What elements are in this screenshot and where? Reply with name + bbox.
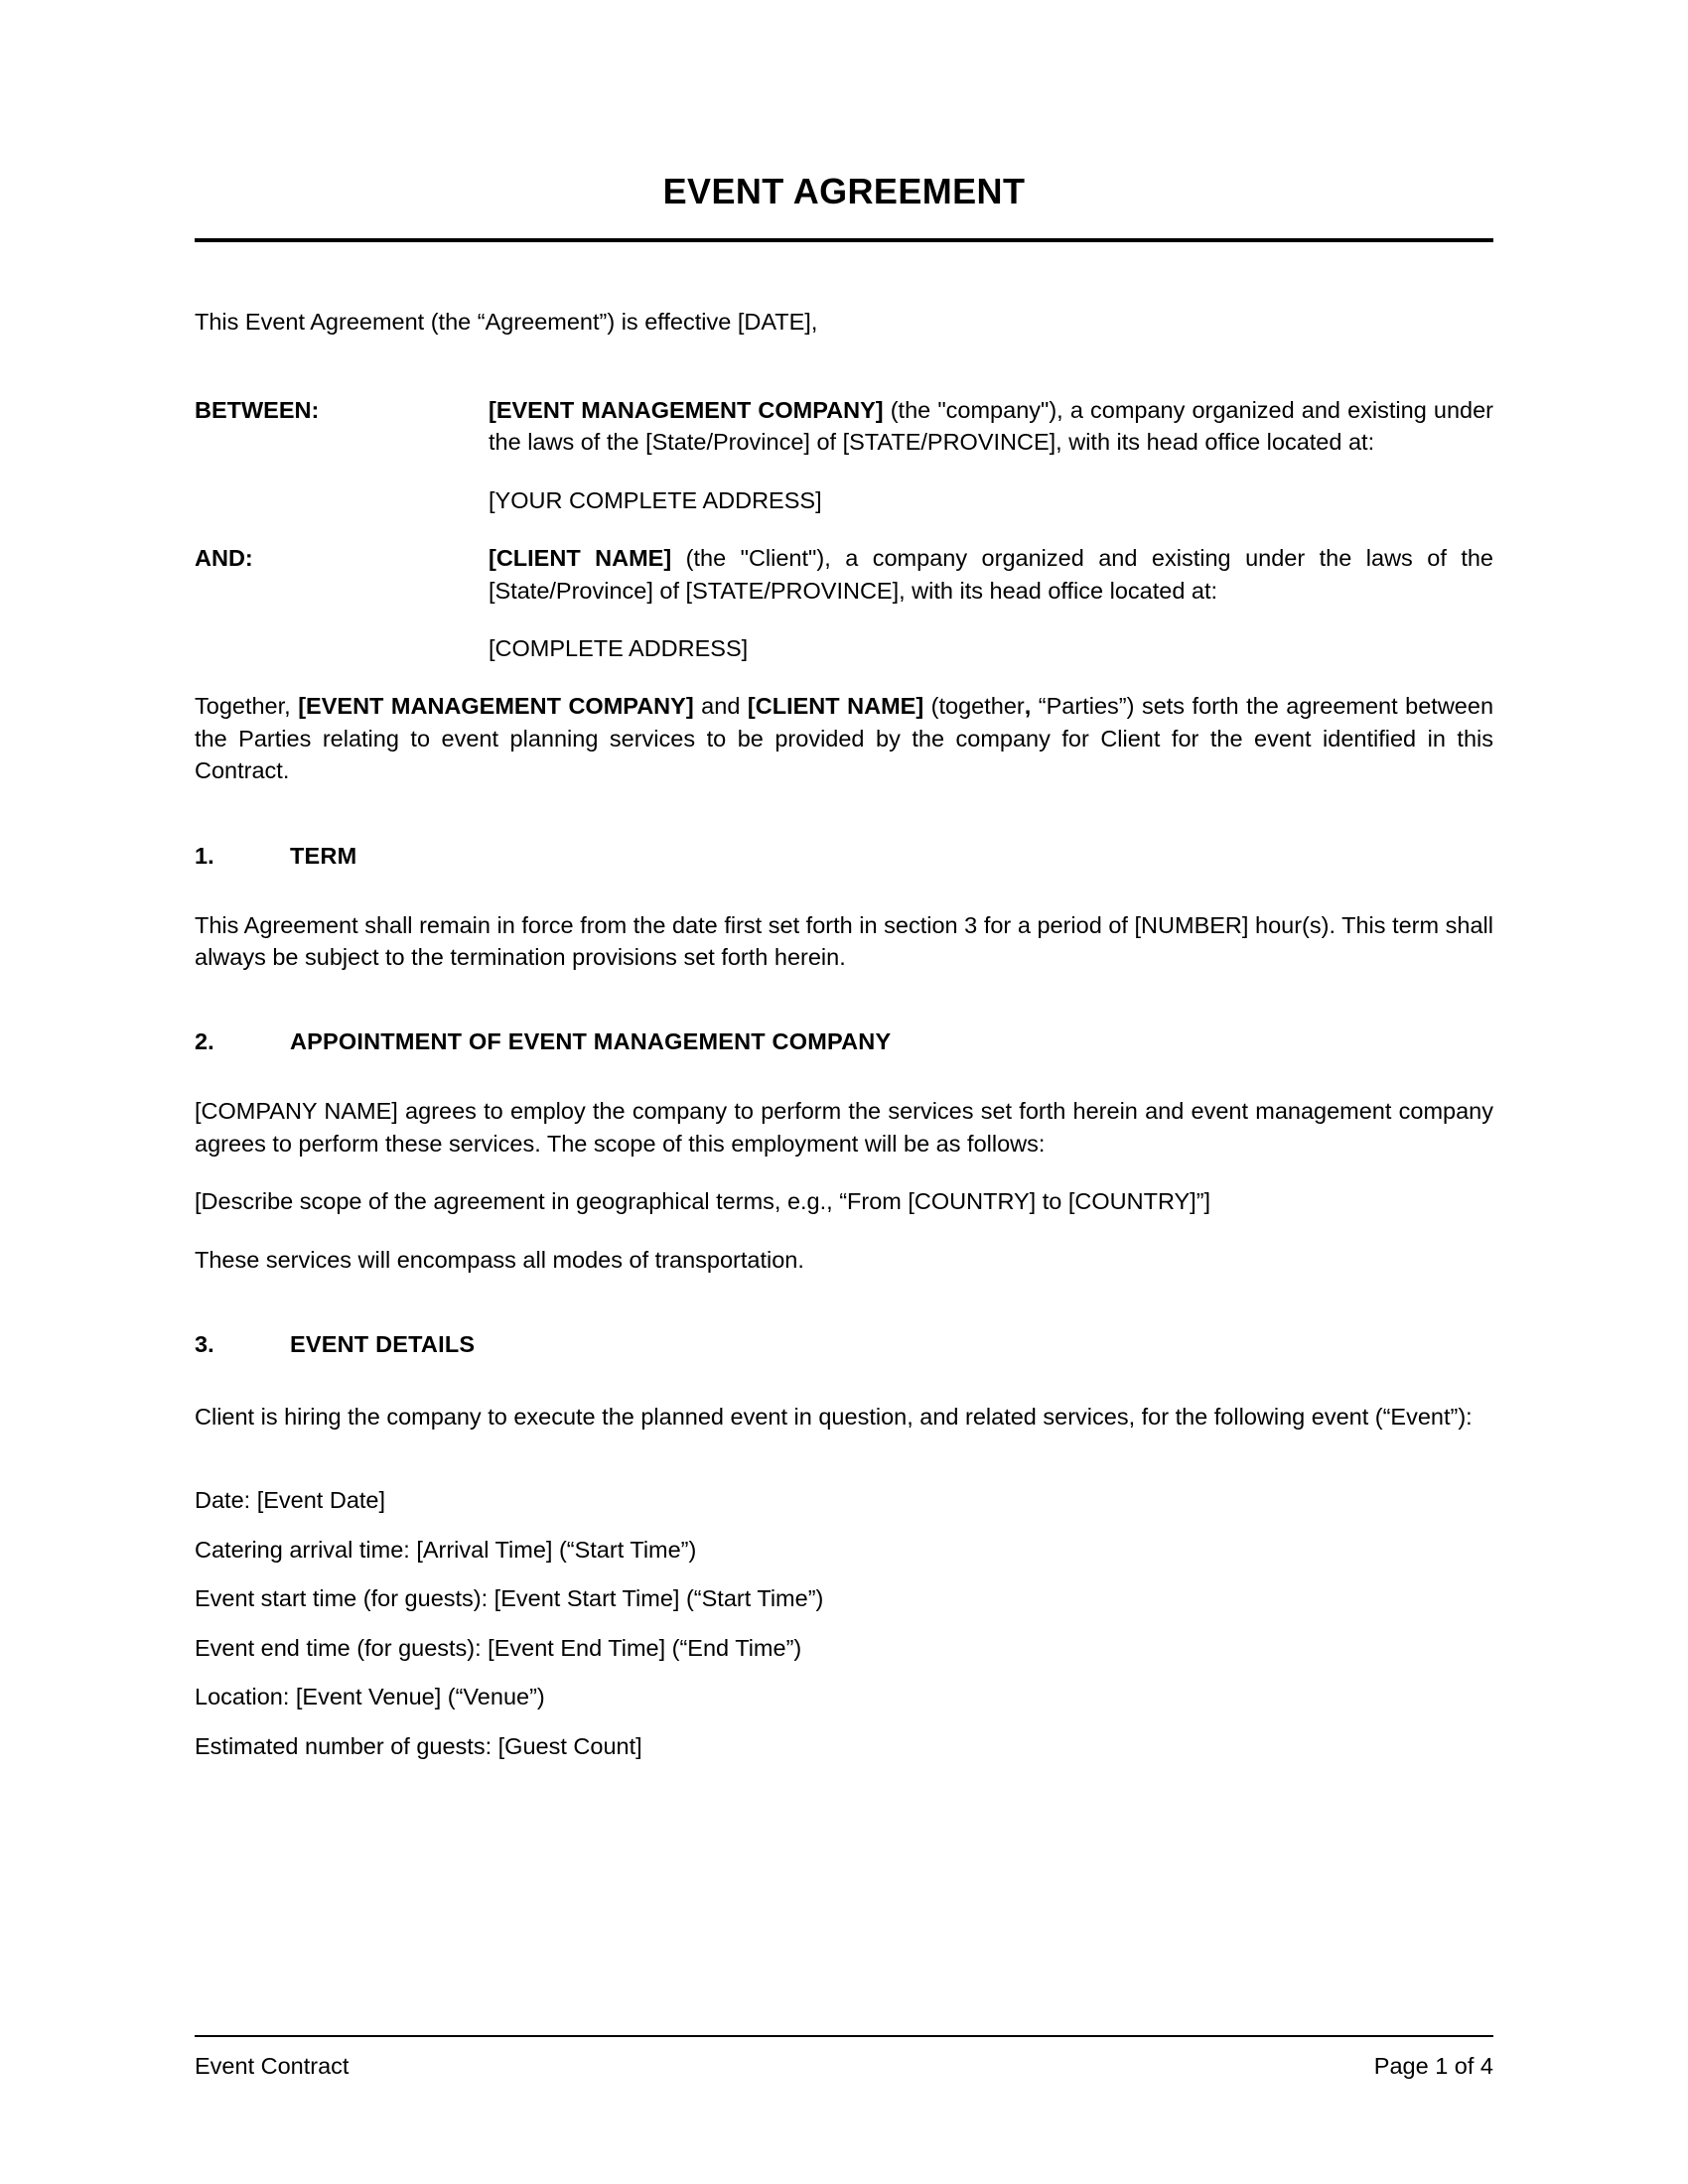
party-between-label: BETWEEN: (195, 396, 320, 423)
spacer (195, 459, 1493, 484)
party-between-name: [EVENT MANAGEMENT COMPANY] (489, 396, 884, 423)
party-between-row (195, 394, 1493, 459)
spacer (195, 787, 1493, 843)
effective-date-line: This Event Agreement (the “Agreement”) is effective [DATE], (195, 309, 818, 336)
section-2-paragraph-2: [Describe scope of the agreement in geographical terms, e.g., “From [COUNTRY] to [COUNTRY]”] (195, 1188, 1211, 1215)
spacer (195, 1276, 1493, 1331)
section-heading-3 (195, 1331, 1493, 1358)
section-title-3: EVENT DETAILS (290, 1331, 476, 1358)
spacer (195, 1358, 1493, 1398)
document-content (195, 0, 1493, 2184)
party-between-body (489, 394, 1493, 459)
section-2-paragraph-1: [COMPANY NAME] agrees to employ the company to perform the services set forth herein and event management company agrees to perform these services. The scope of this employment will be as follows: (195, 1098, 1493, 1157)
footer-row (195, 2053, 1493, 2080)
indent-spacer (195, 484, 489, 516)
section-number-2: 2. (195, 1028, 214, 1055)
section-1-paragraph-1: This Agreement shall remain in force from the date first set forth in section 3 for a period of [NUMBER] hour(s). This term shall always be subject to the termination provisions set forth herein. (195, 911, 1493, 971)
party-and-label: AND: (195, 545, 253, 572)
event-detail-end-time: Event end time (for guests): [Event End Time] (“End Time”) (195, 1634, 802, 1661)
event-details-list (195, 1476, 1493, 1771)
footer-page-number: Page 1 of 4 (1373, 2053, 1493, 2079)
indent-spacer (195, 632, 489, 664)
event-detail-catering-arrival-time: Catering arrival time: [Arrival Time] (“Start Time”) (195, 1536, 697, 1563)
party-and-text: (the "Client"), a company organized and existing under the laws of the [State/Province] of [STATE/PROVINCE], with its head office located at: (489, 545, 1493, 604)
together-client: [CLIENT NAME] (747, 693, 924, 720)
together-suffix-a: (together (923, 693, 1025, 720)
spacer (195, 1160, 1493, 1185)
title-divider (195, 238, 1493, 242)
party-between-text: (the "company"), a company organized and existing under the laws of the [State/Province] of [STATE/PROVINCE], with its head office located at: (489, 396, 1493, 456)
party-and-name: [CLIENT NAME] (489, 545, 672, 572)
party-and-address-row (195, 632, 1493, 664)
footer-document-name: Event Contract (195, 2053, 350, 2079)
spacer (195, 1055, 1493, 1095)
together-prefix: Together, (195, 693, 299, 720)
spacer (195, 339, 1493, 394)
event-detail-start-time: Event start time (for guests): [Event Start Time] (“Start Time”) (195, 1585, 824, 1612)
section-number-1: 1. (195, 842, 214, 869)
event-detail-guest-count: Estimated number of guests: [Guest Count] (195, 1732, 642, 1759)
spacer (195, 1436, 1493, 1476)
section-title-2: APPOINTMENT OF EVENT MANAGEMENT COMPANY (290, 1028, 892, 1055)
event-detail-location: Location: [Event Venue] (“Venue”) (195, 1684, 545, 1710)
spacer (195, 1218, 1493, 1244)
section-number-3: 3. (195, 1331, 214, 1358)
spacer (195, 870, 1493, 909)
page-title: EVENT AGREEMENT (662, 171, 1026, 211)
party-between-address: [YOUR COMPLETE ADDRESS] (489, 486, 822, 513)
event-detail-date: Date: [Event Date] (195, 1487, 386, 1514)
spacer (195, 250, 1493, 306)
party-and-row (195, 542, 1493, 607)
together-suffix-b: “Parties”) sets forth the agreement between the Parties relating to event planning services to be provided by the company for Client for the event identified in this Contract. (195, 693, 1494, 784)
section-heading-1 (195, 843, 1493, 870)
section-2-paragraph-3: These services will encompass all modes of transportation. (195, 1246, 804, 1273)
footer-divider (195, 2035, 1493, 2037)
together-paragraph (195, 690, 1493, 786)
party-between-address-row (195, 484, 1493, 516)
party-and-body (489, 542, 1493, 607)
section-3-paragraph-1: Client is hiring the company to execute the planned event in question, and related services, for the following event (“Event”): (195, 1404, 1473, 1431)
spacer (195, 607, 1493, 632)
page-footer (195, 2035, 1493, 2184)
spacer (195, 973, 1493, 1028)
section-heading-2 (195, 1028, 1493, 1055)
spacer (195, 664, 1493, 690)
together-conjunction: and (693, 693, 748, 720)
together-comma: , (1024, 693, 1032, 720)
section-title-1: TERM (290, 842, 357, 869)
together-company: [EVENT MANAGEMENT COMPANY] (298, 693, 694, 720)
party-and-address: [COMPLETE ADDRESS] (489, 634, 749, 661)
spacer (195, 516, 1493, 542)
